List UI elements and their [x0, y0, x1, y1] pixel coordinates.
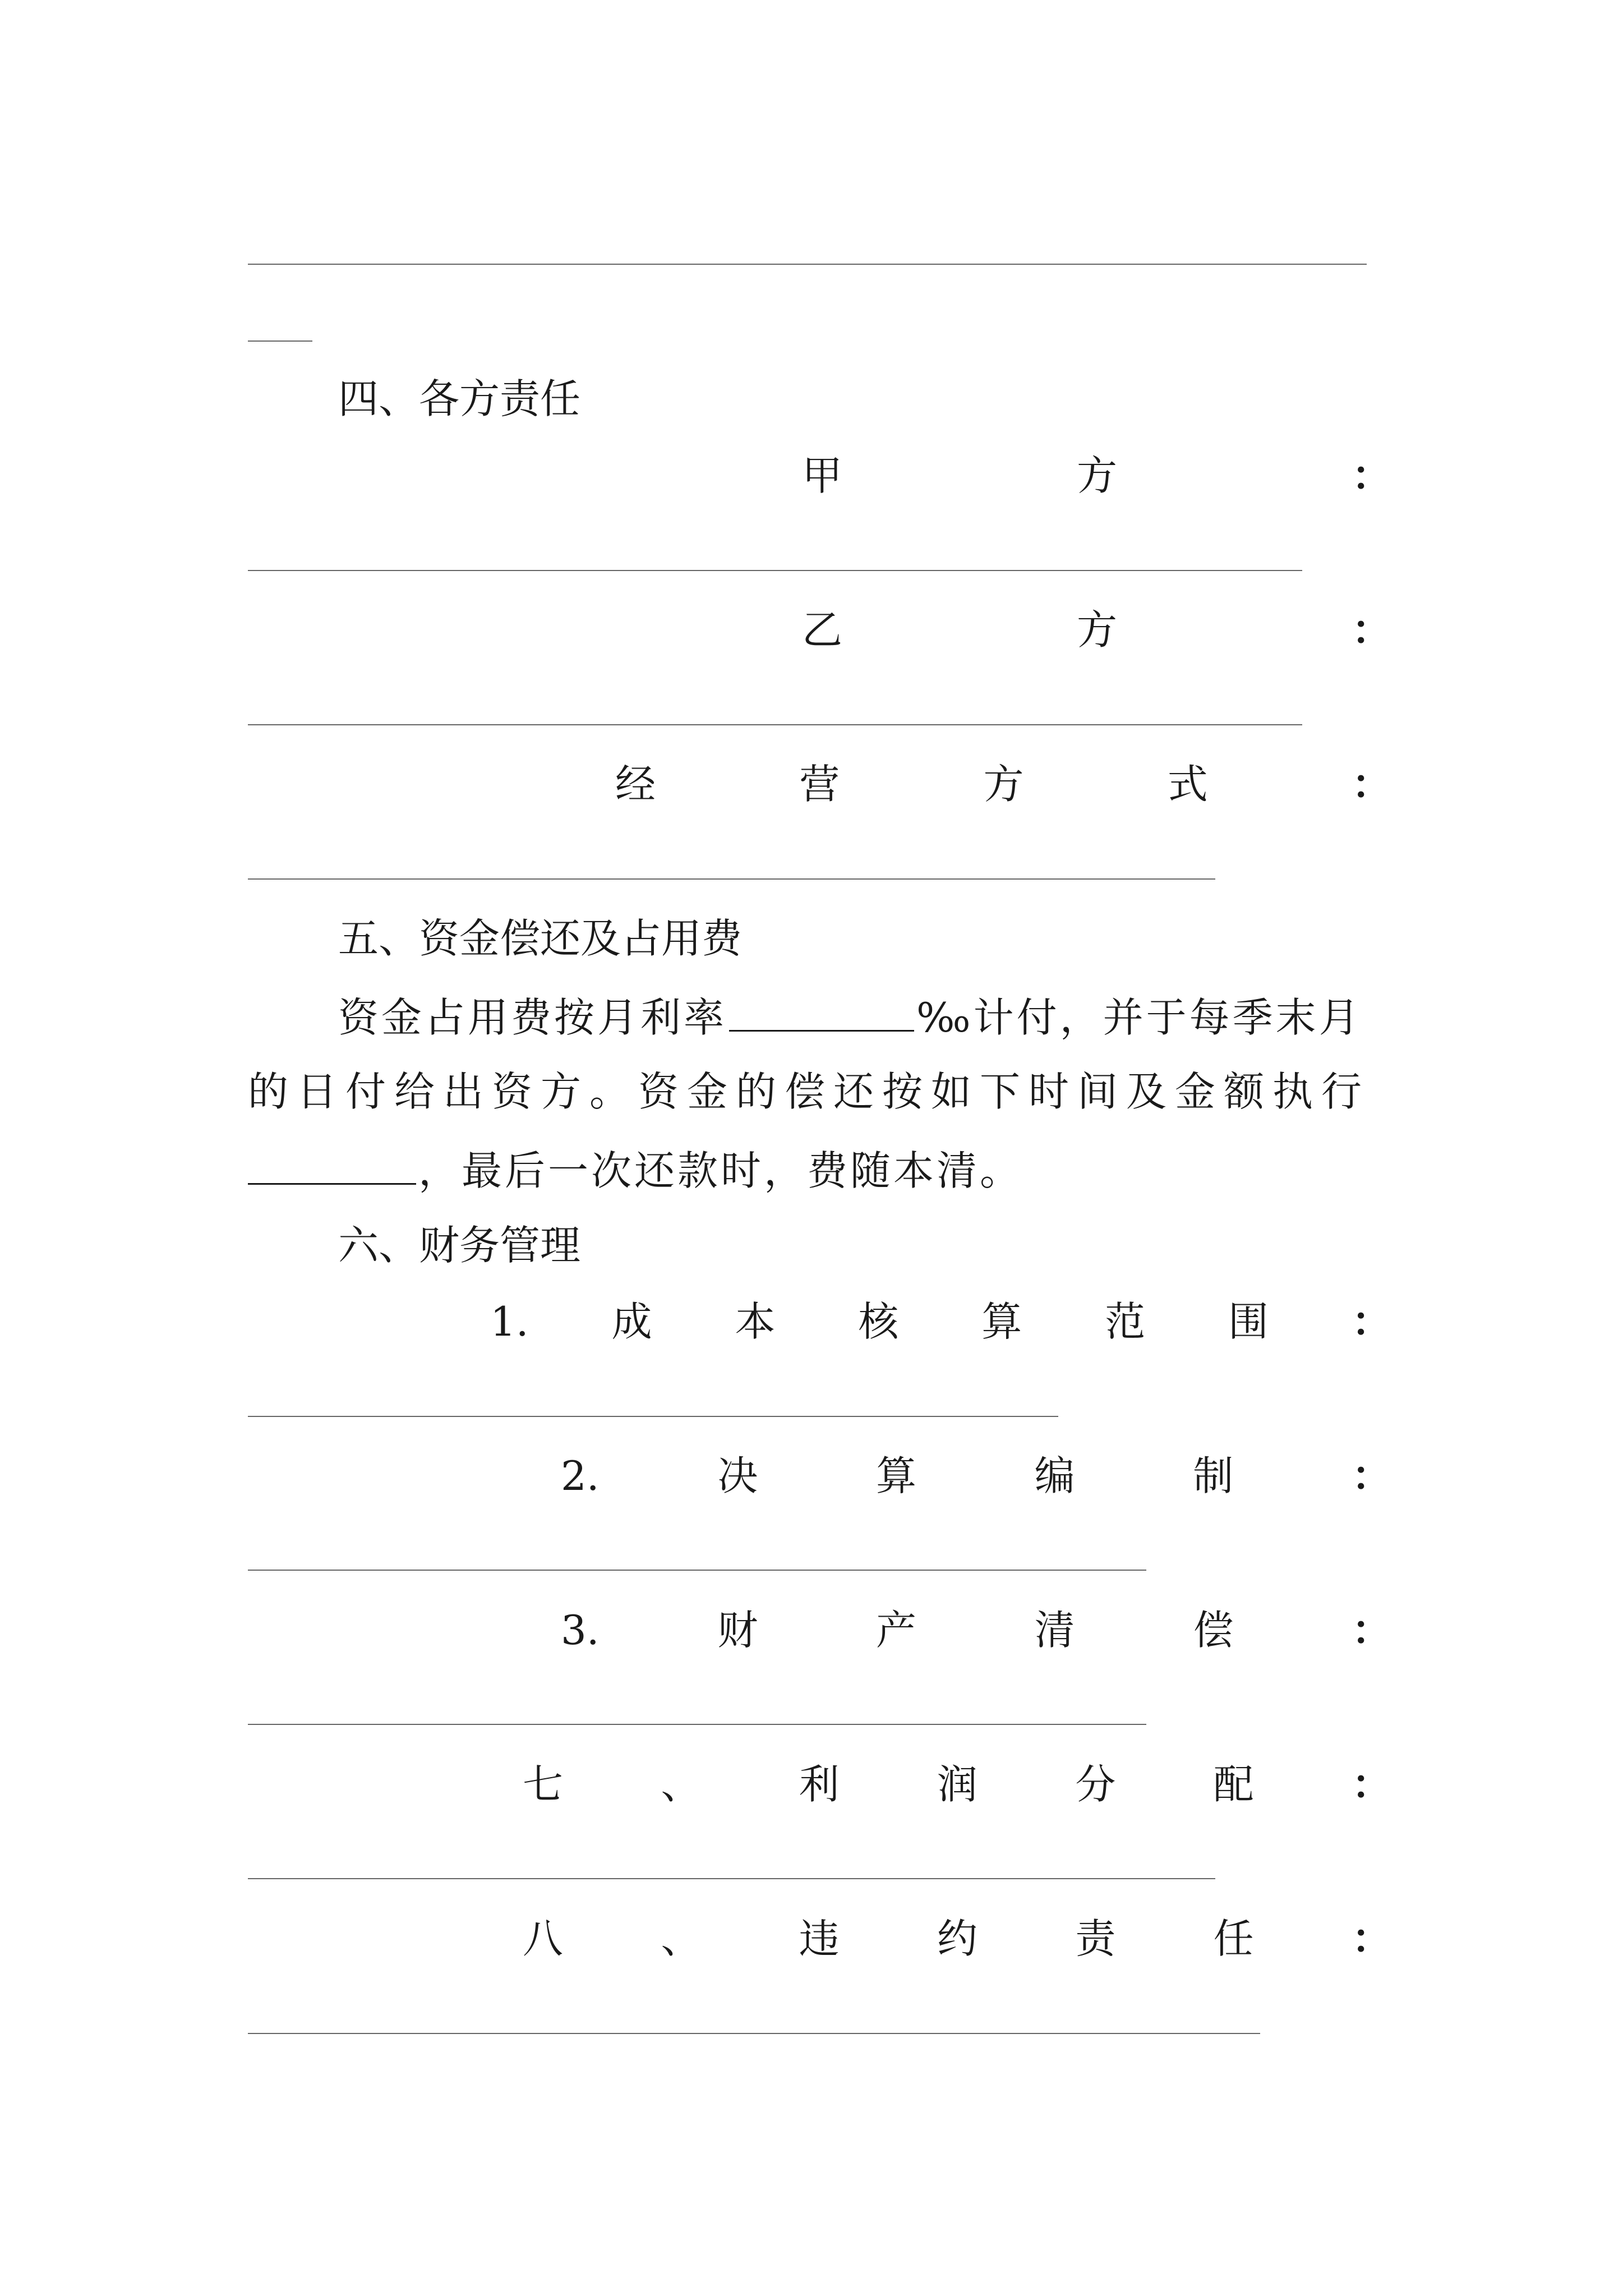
- repayment-schedule-blank[interactable]: [248, 1142, 416, 1185]
- business-mode-fill-line: [248, 878, 1215, 880]
- party-b-label: 乙 方 ：: [802, 606, 1392, 654]
- section-heading-4: 四、各方责任: [338, 375, 581, 422]
- business-mode-label: 经 营 方 式 ：: [615, 760, 1392, 808]
- section-heading-8: 八 、 违 约 责 任 ：: [523, 1915, 1392, 1962]
- breach-liability-fill-line: [248, 2033, 1260, 2034]
- property-settlement-label: 3. 财 产 清 偿 ：: [561, 1606, 1392, 1654]
- final-accounts-fill-line: [248, 1570, 1146, 1571]
- repayment-line: 的日付给出资方。资金的偿还按如下时间及金额执行: [248, 1068, 1371, 1115]
- section-heading-6: 六、财务管理: [338, 1222, 581, 1269]
- final-accounts-label: 2. 决 算 编 制 ：: [561, 1452, 1392, 1499]
- property-settlement-fill-line: [248, 1724, 1146, 1725]
- profit-distribution-fill-line: [248, 1878, 1215, 1879]
- fill-line: [248, 264, 1367, 265]
- party-b-fill-line: [248, 724, 1302, 725]
- party-a-fill-line: [248, 570, 1302, 571]
- repayment-end-line: ，最后一次还款时，费随本清。: [248, 1142, 1023, 1198]
- monthly-rate-blank[interactable]: [729, 988, 914, 1032]
- section-heading-7: 七 、 利 润 分 配 ：: [523, 1760, 1392, 1808]
- section-heading-5: 五、资金偿还及占用费: [338, 915, 743, 962]
- interest-rate-line: 资金占用费按月利率 ‰计付，并于每季末月: [338, 988, 1362, 1045]
- party-a-label: 甲 方 ：: [802, 452, 1392, 499]
- cost-accounting-fill-line: [248, 1416, 1058, 1417]
- cost-accounting-scope-label: 1. 成 本 核 算 范 围 ：: [490, 1297, 1392, 1345]
- fill-line: [248, 341, 312, 342]
